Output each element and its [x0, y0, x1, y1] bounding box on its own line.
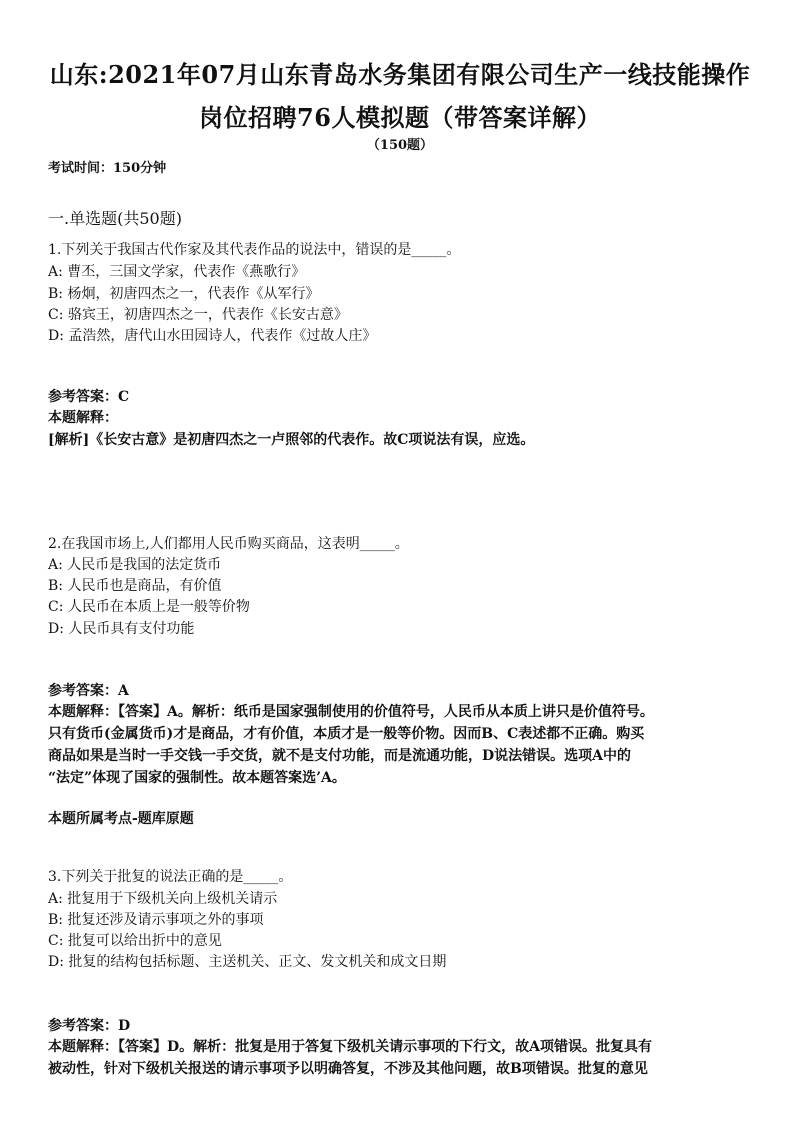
analysis-line: 本题解释：【答案】A。解析：纸币是国家强制使用的价值符号，人民币从本质上讲只是价值符号。	[48, 704, 654, 720]
analysis-line: 被动性，针对下级机关报送的请示事项予以明确答复，不涉及其他问题，故B项错误。批复的意见	[48, 1061, 648, 1077]
question-stem: 1.下列关于我国古代作家及其代表作品的说法中，错误的是_____。	[48, 242, 461, 258]
section-title: 一.单选题(共50题)	[48, 209, 182, 228]
option-a: A: 曹丕，三国文学家，代表作《燕歌行》	[48, 264, 306, 280]
analysis-label: 本题解释：	[48, 410, 118, 426]
option-d: D: 人民币具有支付功能	[48, 621, 195, 637]
option-d: D: 批复的结构包括标题、主送机关、正文、发文机关和成文日期	[48, 954, 447, 970]
analysis-line: “法定”体现了国家的强制性。故本题答案选’A。	[48, 770, 346, 786]
question-count: （150题）	[366, 138, 434, 153]
reference-answer: 参考答案：A	[48, 683, 129, 699]
question-stem: 2.在我国市场上,人们都用人民币购买商品，这表明_____。	[48, 536, 409, 552]
analysis-line: 商品如果是当时一手交钱一手交货，就不是支付功能，而是流通功能，D说法错误。选项A中的	[48, 748, 632, 764]
reference-answer: 参考答案：C	[48, 389, 130, 405]
reference-answer: 参考答案：D	[48, 1018, 131, 1034]
document-title-line2: 岗位招聘76人模拟题（带答案详解）	[199, 103, 601, 132]
option-c: C: 批复可以给出折中的意见	[48, 933, 222, 949]
option-b: B: 批复还涉及请示事项之外的事项	[48, 912, 264, 928]
analysis-line: 只有货币(金属货币)才是商品，才有价值，本质才是一般等价物。因而B、C表述都不正确。购买	[48, 726, 645, 742]
exam-point: 本题所属考点-题库原题	[48, 811, 194, 827]
analysis-line: 本题解释：【答案】D。解析：批复是用于答复下级机关请示事项的下行文，故A项错误。批复具有	[48, 1039, 653, 1055]
option-b: B: 杨炯，初唐四杰之一，代表作《从军行》	[48, 286, 320, 302]
option-a: A: 人民币是我国的法定货币	[48, 557, 222, 573]
option-d: D: 孟浩然，唐代山水田园诗人，代表作《过故人庄》	[48, 328, 377, 344]
document-title-line1: 山东:2021年07月山东青岛水务集团有限公司生产一线技能操作	[49, 60, 751, 89]
option-c: C: 骆宾王，初唐四杰之一，代表作《长安古意》	[48, 307, 348, 323]
option-a: A: 批复用于下级机关向上级机关请示	[48, 891, 278, 907]
exam-time: 考试时间：150分钟	[48, 161, 167, 176]
analysis-text: [解析]《长安古意》是初唐四杰之一卢照邻的代表作。故C项说法有误，应选。	[48, 432, 535, 448]
option-c: C: 人民币在本质上是一般等价物	[48, 599, 250, 615]
question-stem: 3.下列关于批复的说法正确的是_____。	[48, 869, 293, 885]
option-b: B: 人民币也是商品，有价值	[48, 578, 222, 594]
